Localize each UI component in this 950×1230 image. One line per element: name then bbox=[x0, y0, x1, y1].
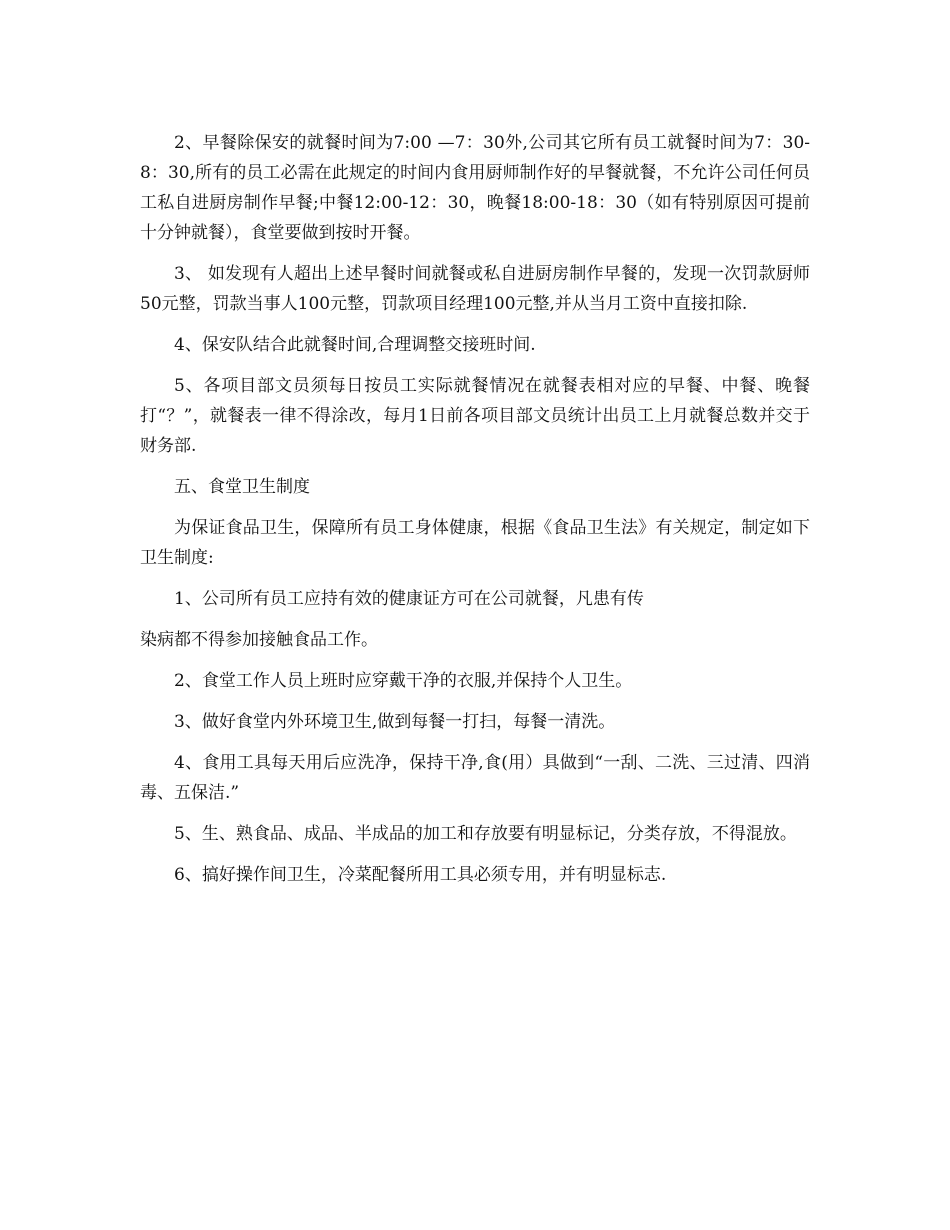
paragraph-staff-clothing: 2、食堂工作人员上班时应穿戴干净的衣服,并保持个人卫生。 bbox=[174, 671, 633, 691]
paragraph-utensils: 4、食用工具每天用后应洗净，保持干净,食(用）具做到“一刮、二洗、三过清、四消毒、五保洁.” bbox=[140, 753, 810, 803]
paragraph-hygiene-intro: 为保证食品卫生，保障所有员工身体健康，根据《食品卫生法》有关规定，制定如下卫生制度: bbox=[140, 518, 810, 568]
paragraph-environment: 3、做好食堂内外环境卫生,做到每餐一打扫，每餐一清洗。 bbox=[174, 712, 616, 732]
paragraph-meal-record: 5、各项目部文员须每日按员工实际就餐情况在就餐表相对应的早餐、中餐、晚餐打“？”，就餐表一律不得涂改，每月1日前各项目部文员统计出员工上月就餐总数并交于财务部. bbox=[140, 376, 810, 456]
document-body bbox=[140, 128, 810, 901]
paragraph-food-storage: 5、生、熟食品、成品、半成品的加工和存放要有明显标记，分类存放，不得混放。 bbox=[174, 824, 797, 844]
section-heading-hygiene: 五、食堂卫生制度 bbox=[174, 477, 310, 497]
paragraph-penalty: 3、 如发现有人超出上述早餐时间就餐或私自进厨房制作早餐的，发现一次罚款厨师50元整，罚款当事人100元整，罚款项目经理100元整,并从当月工资中直接扣除. bbox=[140, 264, 810, 314]
paragraph-security-shift: 4、保安队结合此就餐时间,合理调整交接班时间. bbox=[174, 335, 536, 355]
paragraph-health-certificate: 1、公司所有员工应持有效的健康证方可在公司就餐，凡患有传 bbox=[174, 589, 644, 609]
paragraph-workroom: 6、搞好操作间卫生，冷菜配餐所用工具必须专用，并有明显标志. bbox=[174, 865, 667, 885]
paragraph-breakfast-times: 2、早餐除保安的就餐时间为7:00 —7：30外,公司其它所有员工就餐时间为7：30-8：30,所有的员工必需在此规定的时间内食用厨师制作好的早餐就餐，不允许公司任何员工私自进厨房制作早餐;中餐12:00-12：30，晚餐18:00-18：30（如有特别原因可提前十分钟就餐），食堂要做到按时开餐。 bbox=[140, 133, 810, 243]
paragraph-health-certificate-cont: 染病都不得参加接触食品工作。 bbox=[140, 630, 378, 650]
